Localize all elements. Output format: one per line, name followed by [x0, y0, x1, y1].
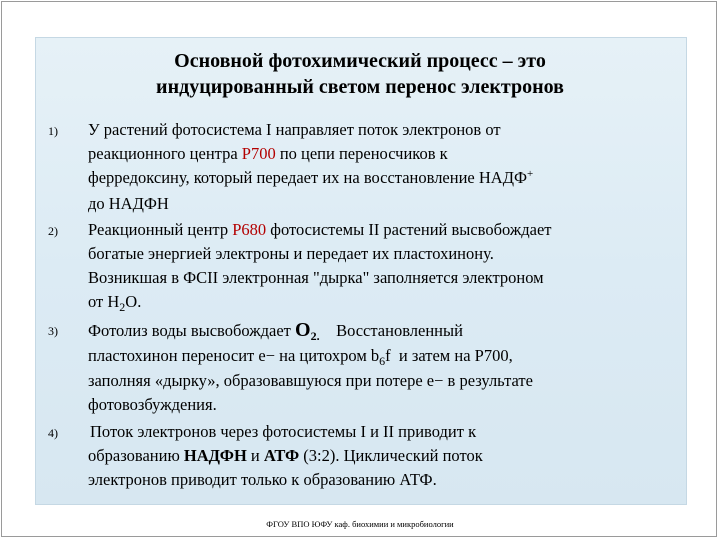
item-1-line-1: У растений фотосистема I направляет поток электронов от: [88, 120, 501, 139]
item-2-line-2: богатые энергией электроны и передает их пластохинону.: [88, 244, 494, 263]
item-4-line-1: Поток электронов через фотосистемы I и II приводит к: [90, 422, 477, 441]
item-1-number: 1): [48, 124, 58, 138]
item-1-line-2: реакционного центра Р700 по цепи переносчиков к: [88, 144, 448, 163]
item-3-line-3: заполняя «дырку», образовавшуюся при потере e− в результате: [88, 371, 533, 390]
item-3-line-4: фотовозбуждения.: [88, 395, 217, 414]
item-3-line-1: Фотолиз воды высвобождает $O_{2.}$ Восстановленный: [88, 319, 463, 343]
item-4-line-3: электронов приводит только к образованию АТФ.: [88, 470, 437, 489]
p680-highlight: Р680: [232, 220, 267, 239]
item-3-line-2: пластохинон переносит e− на цитохром $b_6f$ и затем на Р700,: [88, 346, 513, 368]
item-2-line-1: Реакционный центр Р680 фотосистемы II растений высвобождает: [88, 220, 552, 239]
item-2-line-4: от $H_2O$.: [88, 292, 142, 314]
item-2-line-3: Возникшая в ФСII электронная "дырка" заполняется электроном: [88, 268, 544, 287]
title-line-2: индуцированный светом перенос электронов: [156, 76, 564, 98]
list-item-2: [88, 218, 688, 315]
list-item-3: [88, 318, 688, 417]
slide-footer: ФГОУ ВПО ЮФУ каф. биохимии и микробиологии: [266, 519, 454, 529]
slide-title: [0, 48, 720, 100]
title-line-1: Основной фотохимический процесс – это: [174, 50, 546, 72]
item-2-number: 2): [48, 224, 58, 238]
item-3-number: 3): [48, 324, 58, 338]
list-item-4: [88, 420, 688, 492]
item-1-line-4: до НАДФН: [88, 194, 169, 213]
p700-highlight: Р700: [241, 144, 276, 163]
list-item-1: [88, 118, 688, 216]
item-4-number: 4): [48, 426, 58, 440]
item-4-line-2: образованию НАДФН и АТФ (3:2). Циклический поток: [88, 446, 483, 465]
item-1-line-3: ферредоксину, который передает их на восстановление НАДФ+: [88, 168, 534, 187]
